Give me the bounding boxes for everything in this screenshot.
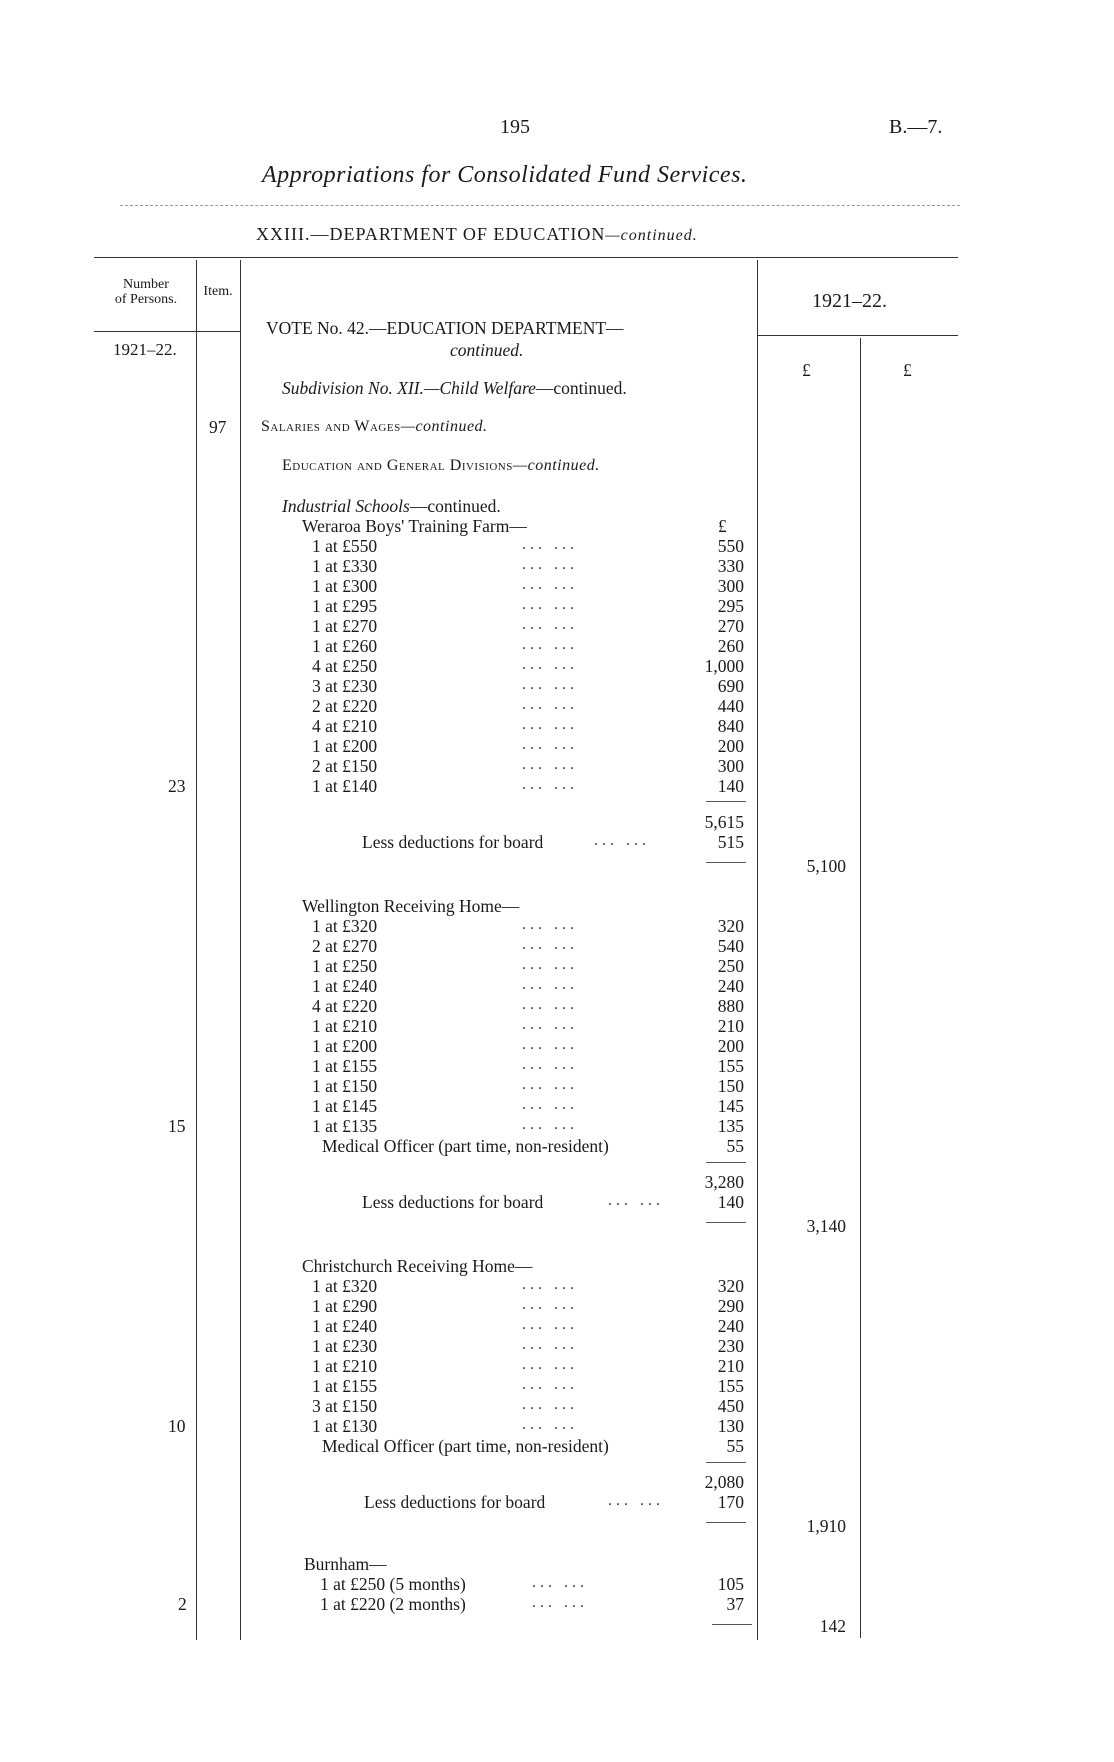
row-label: Medical Officer (part time, non-resident)	[322, 1136, 609, 1156]
leader-dots: ... ...	[608, 1492, 664, 1509]
subtotal-rule	[706, 1162, 746, 1163]
deduction-label: Less deductions for board	[364, 1492, 546, 1512]
leader-dots: ... ...	[594, 832, 650, 849]
row-amount: 840	[717, 716, 744, 736]
row-amount: 155	[717, 1376, 744, 1396]
row-label: 1 at £240	[312, 976, 378, 996]
subtotal-rule	[706, 1462, 746, 1463]
row-amount: 210	[717, 1356, 744, 1376]
subtotal: 5,615	[704, 812, 744, 832]
row-label: 1 at £150	[312, 1076, 378, 1096]
row-label: 1 at £250	[312, 956, 378, 976]
title-rule	[120, 205, 960, 206]
page-number: 195	[500, 116, 530, 138]
row-label: 2 at £220	[312, 696, 378, 716]
row-label: 1 at £320	[312, 1276, 378, 1296]
year-right-header: 1921–22.	[812, 290, 887, 312]
row-label: 4 at £220	[312, 996, 378, 1016]
row-amount: 270	[717, 616, 744, 636]
year-left-header: 1921–22.	[113, 340, 177, 359]
row-amount: 250	[717, 956, 744, 976]
row-amount: 300	[717, 756, 744, 776]
row-label: 1 at £155	[312, 1056, 378, 1076]
leader-dots: ... ... ... ...	[532, 1574, 588, 1611]
group-amounts	[664, 916, 744, 1156]
salaries-heading: Salaries and Wages—continued.	[261, 418, 488, 435]
row-amount: 145	[717, 1096, 744, 1116]
persons-item-divider	[196, 260, 197, 1640]
currency-col-b: £	[903, 360, 912, 380]
number-of-persons-header: Number of Persons.	[114, 277, 178, 307]
subtotal: 2,080	[704, 1472, 744, 1492]
row-amount: 37	[726, 1594, 744, 1614]
row-label: 1 at £210	[312, 1016, 378, 1036]
amount-columns-divider	[860, 338, 861, 1638]
leader-dots: ... ... ... ... ... ... ... ... ... ... ... ... ... ... ... ... ... ... ... ... ... ...	[522, 916, 578, 1133]
row-label: 1 at £220 (2 months)	[320, 1594, 466, 1614]
row-amount: 320	[717, 1276, 744, 1296]
page-title: Appropriations for Consolidated Fund Services.	[262, 162, 748, 188]
row-label: 1 at £130	[312, 1416, 378, 1436]
net-rule	[706, 1222, 746, 1223]
net-rule	[706, 1522, 746, 1523]
subdivision-heading: Subdivision No. XII.—Child Welfare—continued.	[282, 378, 627, 398]
row-amount: 550	[717, 536, 744, 556]
row-amount: 880	[717, 996, 744, 1016]
deduction-amount: 140	[717, 1192, 744, 1212]
group-amounts	[664, 1574, 744, 1614]
item-header: Item.	[203, 284, 233, 299]
net-rule	[712, 1624, 752, 1625]
row-label: 1 at £200	[312, 736, 378, 756]
row-label: 4 at £210	[312, 716, 378, 736]
deduction-amount: 170	[717, 1492, 744, 1512]
row-label: 1 at £135	[312, 1116, 378, 1136]
row-amount: 240	[717, 976, 744, 996]
group-amounts	[664, 1276, 744, 1456]
row-amount: 140	[717, 776, 744, 796]
deduction-label: Less deductions for board	[362, 832, 544, 852]
row-label: 4 at £250	[312, 656, 378, 676]
group-amounts	[664, 536, 744, 796]
group-rows	[312, 536, 377, 796]
row-label: 1 at £300	[312, 576, 378, 596]
leader-dots: ... ...	[608, 1192, 664, 1209]
row-label: 1 at £295	[312, 596, 378, 616]
deduction-amount: 515	[717, 832, 744, 852]
deduction-label: Less deductions for board	[362, 1192, 544, 1212]
vote-heading: VOTE No. 42.—EDUCATION DEPARTMENT—	[266, 318, 624, 338]
row-label: 1 at £320	[312, 916, 378, 936]
row-amount: 690	[717, 676, 744, 696]
row-amount: 260	[717, 636, 744, 656]
row-label: 1 at £270	[312, 616, 378, 636]
row-amount: 320	[717, 916, 744, 936]
row-label: 1 at £155	[312, 1376, 378, 1396]
group-title: Burnham—	[304, 1554, 387, 1574]
row-amount: 300	[717, 576, 744, 596]
row-label: 1 at £145	[312, 1096, 378, 1116]
leader-dots: ... ... ... ... ... ... ... ... ... ... ... ... ... ... ... ... ... ... ... ... ... ... ... ... ... ...	[522, 536, 578, 793]
row-label: 1 at £550	[312, 536, 378, 556]
group-title: Wellington Receiving Home—	[302, 896, 520, 916]
row-label: 1 at £140	[312, 776, 378, 796]
group-title: Weraroa Boys' Training Farm—	[302, 516, 527, 536]
row-label: 3 at £230	[312, 676, 378, 696]
row-amount: 450	[717, 1396, 744, 1416]
row-label: 1 at £330	[312, 556, 378, 576]
item-number: 97	[209, 417, 227, 437]
row-amount: 230	[717, 1336, 744, 1356]
subtotal-rule	[706, 801, 746, 802]
row-amount: 540	[717, 936, 744, 956]
row-amount: 440	[717, 696, 744, 716]
row-label: 1 at £200	[312, 1036, 378, 1056]
row-label: 1 at £210	[312, 1356, 378, 1376]
currency-col-a: £	[802, 360, 811, 380]
row-label: Medical Officer (part time, non-resident)	[322, 1436, 609, 1456]
net-rule	[706, 862, 746, 863]
header-rule-right	[757, 335, 958, 336]
persons-count: 10	[168, 1416, 186, 1436]
row-amount: 290	[717, 1296, 744, 1316]
row-amount: 135	[717, 1116, 744, 1136]
net-total: 1,910	[806, 1516, 846, 1536]
net-total: 3,140	[806, 1216, 846, 1236]
subtotal: 3,280	[704, 1172, 744, 1192]
row-label: 1 at £290	[312, 1296, 378, 1316]
row-label: 1 at £230	[312, 1336, 378, 1356]
row-label: 1 at £240	[312, 1316, 378, 1336]
row-amount: 55	[726, 1436, 744, 1456]
section-heading: XXIII.—DEPARTMENT OF EDUCATION—continued.	[256, 224, 698, 244]
row-amount: 130	[717, 1416, 744, 1436]
net-total: 5,100	[806, 856, 846, 876]
row-amount: 155	[717, 1056, 744, 1076]
item-description-divider	[240, 260, 241, 1640]
row-amount: 240	[717, 1316, 744, 1336]
description-amount-divider	[757, 260, 758, 1640]
row-label: 1 at £260	[312, 636, 378, 656]
group-title: Christchurch Receiving Home—	[302, 1256, 533, 1276]
pound-sign: £	[718, 516, 727, 536]
row-label: 3 at £150	[312, 1396, 378, 1416]
leader-dots: ... ... ... ... ... ... ... ... ... ... ... ... ... ... ... ...	[522, 1276, 578, 1433]
row-amount: 1,000	[704, 656, 744, 676]
vote-heading-continued: continued.	[450, 340, 524, 360]
row-amount: 55	[726, 1136, 744, 1156]
row-amount: 210	[717, 1016, 744, 1036]
row-amount: 105	[717, 1574, 744, 1594]
persons-count: 15	[168, 1116, 186, 1136]
header-rule-left	[94, 331, 240, 332]
group-rows	[320, 1574, 466, 1614]
industrial-schools-heading: Industrial Schools—continued.	[282, 496, 501, 516]
sheet-reference: B.—7.	[889, 116, 943, 138]
row-amount: 150	[717, 1076, 744, 1096]
row-amount: 295	[717, 596, 744, 616]
row-amount: 200	[717, 1036, 744, 1056]
row-label: 2 at £270	[312, 936, 378, 956]
row-amount: 330	[717, 556, 744, 576]
row-label: 1 at £250 (5 months)	[320, 1574, 466, 1594]
persons-count: 23	[168, 776, 186, 796]
persons-count: 2	[178, 1594, 187, 1614]
net-total: 142	[819, 1616, 846, 1636]
row-amount: 200	[717, 736, 744, 756]
divisions-heading: Education and General Divisions—continued.	[282, 457, 600, 474]
table-top-rule	[94, 257, 958, 258]
row-label: 2 at £150	[312, 756, 378, 776]
